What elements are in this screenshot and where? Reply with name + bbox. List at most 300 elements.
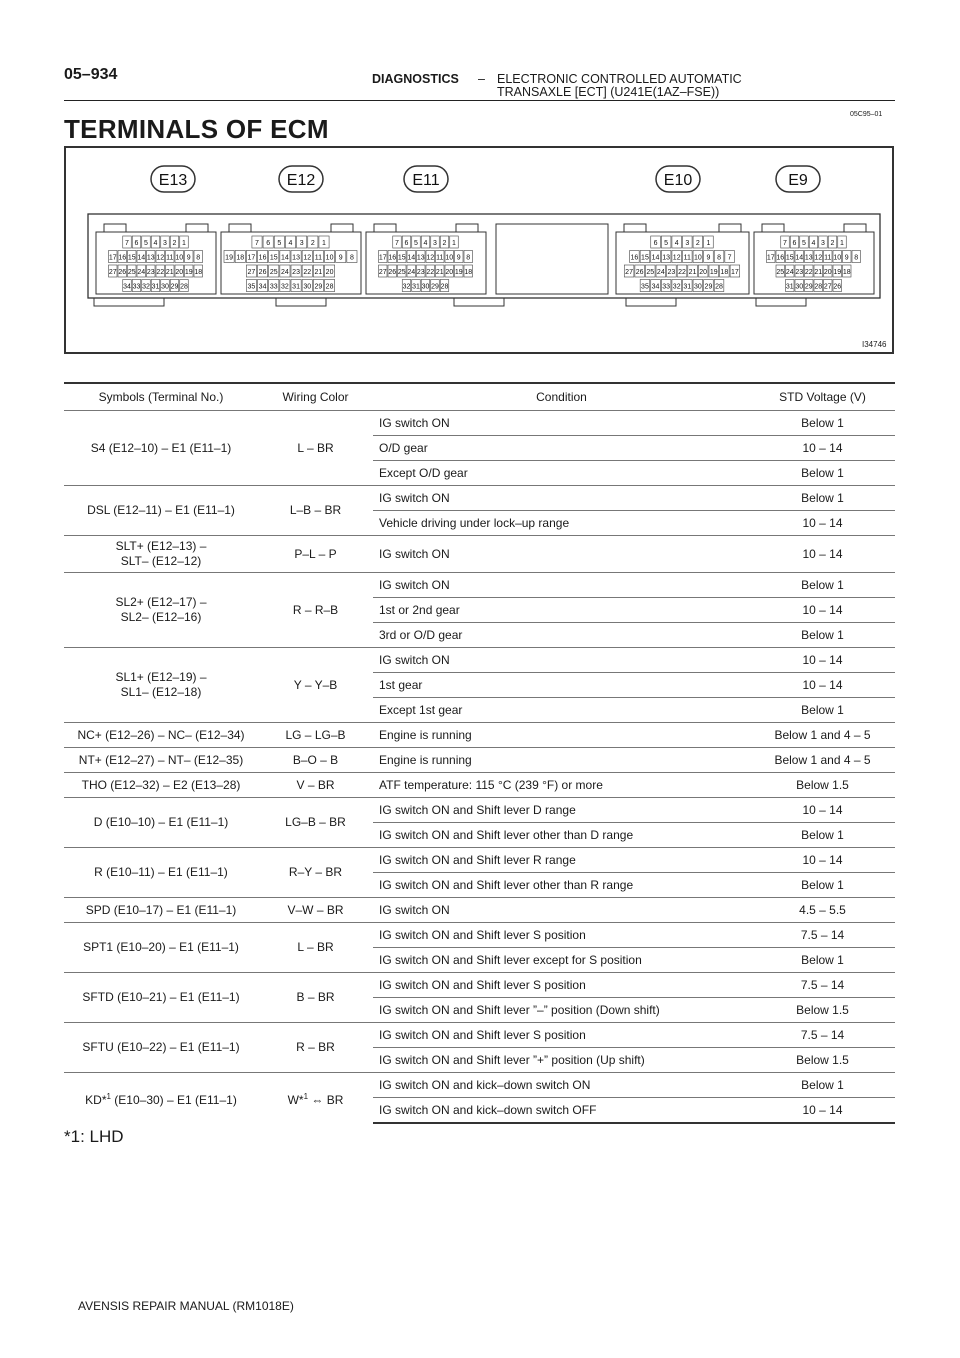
pin-number: 32 [142, 283, 150, 291]
pin-number: 4 [811, 240, 816, 247]
pin-number: 31 [292, 283, 300, 291]
pin-number: 20 [325, 269, 334, 276]
table-header-row [64, 383, 895, 411]
section-title-line2: TRANSAXLE [ECT] (U241E(1AZ–FSE)) [497, 85, 720, 99]
footer: AVENSIS REPAIR MANUAL (RM1018E) [78, 1299, 294, 1313]
pin-number: 19 [709, 269, 718, 276]
pin-number: 5 [414, 240, 418, 247]
cell-condition: ATF temperature: 115 °C (239 °F) or more [373, 773, 750, 798]
pin-number: 21 [165, 269, 174, 276]
pin-number: 11 [166, 254, 174, 262]
cell-symbol: SL1+ (E12–19) – SL1– (E12–18) [64, 648, 258, 723]
cell-condition: IG switch ON [373, 573, 750, 598]
cell-symbol: NC+ (E12–26) – NC– (E12–34) [64, 723, 258, 748]
pin-number: 31 [785, 283, 794, 291]
pin-number: 24 [785, 269, 794, 276]
pin-number: 28 [440, 283, 449, 291]
pin-number: 24 [137, 269, 146, 276]
pin-number: 7 [783, 240, 787, 247]
pin-number: 5 [802, 240, 806, 247]
cell-symbol: SPT1 (E10–20) – E1 (E11–1) [64, 923, 258, 973]
cell-std-voltage: Below 1 [750, 698, 895, 723]
cell-condition: 1st gear [373, 673, 750, 698]
pin-number: 32 [281, 283, 289, 291]
connector-latch [456, 224, 478, 232]
housing-tab [454, 298, 504, 306]
header-symbols: Symbols (Terminal No.) [64, 383, 258, 411]
cell-condition: IG switch ON and Shift lever S position [373, 923, 750, 948]
pin-number: 21 [688, 269, 697, 276]
table-row [64, 773, 895, 798]
page-title: TERMINALS OF ECM [64, 114, 329, 144]
cell-std-voltage: Below 1 [750, 411, 895, 436]
header-std-voltage: STD Voltage (V) [750, 383, 895, 411]
pin-number: 25 [646, 269, 655, 276]
pin-number: 20 [823, 269, 832, 276]
pin-number: 16 [258, 254, 267, 262]
housing-tab [276, 298, 326, 306]
connector-diagram-svg [66, 148, 892, 352]
table-row [64, 898, 895, 923]
pin-number: 17 [766, 254, 775, 262]
pin-number: 25 [269, 269, 278, 276]
pin-number: 22 [804, 269, 813, 276]
cell-condition: IG switch ON [373, 486, 750, 511]
pin-number: 23 [667, 269, 676, 276]
cell-condition: IG switch ON and Shift lever D range [373, 798, 750, 823]
pin-number: 5 [144, 240, 148, 247]
pin-number: 21 [435, 269, 444, 276]
cell-symbol: NT+ (E12–27) – NT– (E12–35) [64, 748, 258, 773]
pin-number: 29 [431, 283, 439, 291]
cell-wiring-color: L – BR [258, 411, 373, 486]
cell-wiring-color: V–W – BR [258, 898, 373, 923]
connector-label: E9 [788, 172, 808, 189]
table-row [64, 923, 895, 948]
header-condition: Condition [373, 383, 750, 411]
table-row [64, 748, 895, 773]
pin-number: 30 [795, 283, 804, 291]
cell-wiring-color: W*$^1$ ⇔ BR [258, 1073, 373, 1124]
cell-condition: IG switch ON [373, 536, 750, 573]
pin-number: 7 [727, 254, 732, 262]
pin-number: 22 [303, 269, 312, 276]
pin-number: 19 [454, 269, 463, 276]
pin-number: 30 [161, 283, 169, 291]
cell-std-voltage: Below 1 [750, 1073, 895, 1098]
pin-number: 16 [388, 254, 397, 262]
pin-number: 29 [804, 283, 813, 291]
connector-label: E11 [412, 172, 440, 189]
cell-wiring-color: B – BR [258, 973, 373, 1023]
cell-std-voltage: Below 1 and 4 – 5 [750, 748, 895, 773]
pin-number: 26 [258, 269, 267, 276]
pin-number: 31 [683, 283, 692, 291]
connector-latch [331, 224, 353, 232]
pin-number: 2 [172, 240, 177, 247]
cell-std-voltage: 10 – 14 [750, 536, 895, 573]
cell-wiring-color: P–L – P [258, 536, 373, 573]
connector-label: E12 [286, 172, 316, 189]
pin-number: 26 [388, 269, 397, 276]
housing-tab [94, 298, 164, 306]
cell-std-voltage: Below 1.5 [750, 773, 895, 798]
table-row [64, 723, 895, 748]
cell-std-voltage: 10 – 14 [750, 598, 895, 623]
cell-wiring-color: LG–B – BR [258, 798, 373, 848]
cell-std-voltage: Below 1 and 4 – 5 [750, 723, 895, 748]
cell-std-voltage: 7.5 – 14 [750, 923, 895, 948]
pin-number: 21 [314, 269, 323, 276]
cell-std-voltage: Below 1 [750, 486, 895, 511]
table-row [64, 536, 895, 573]
pin-number: 29 [170, 283, 179, 291]
pin-number: 26 [635, 269, 644, 276]
pin-number: 15 [397, 254, 406, 262]
pin-number: 25 [776, 269, 785, 276]
pin-number: 14 [137, 254, 146, 262]
cell-std-voltage: Below 1 [750, 623, 895, 648]
cell-symbol: R (E10–11) – E1 (E11–1) [64, 848, 258, 898]
pin-number: 27 [108, 269, 117, 276]
pin-number: 6 [266, 240, 271, 247]
pin-number: 9 [706, 254, 711, 262]
pin-number: 33 [132, 283, 141, 291]
pin-number: 5 [664, 240, 669, 247]
pin-number: 12 [426, 254, 435, 262]
connector-label: E13 [158, 172, 188, 189]
pin-number: 16 [118, 254, 127, 262]
pin-number: 27 [378, 269, 387, 276]
pin-number: 16 [630, 254, 639, 262]
pin-number: 17 [247, 254, 256, 262]
cell-condition: IG switch ON and Shift lever R range [373, 848, 750, 873]
pin-number: 32 [402, 283, 411, 291]
pin-number: 30 [303, 283, 312, 291]
pin-number: 22 [678, 269, 686, 276]
pin-number: 35 [247, 283, 256, 291]
pin-number: 14 [651, 254, 660, 262]
pin-number: 6 [653, 240, 658, 247]
cell-condition: IG switch ON and Shift lever ”–” position (Down shift) [373, 998, 750, 1023]
pin-number: 3 [685, 240, 690, 247]
pin-number: 18 [720, 269, 729, 276]
cell-std-voltage: 10 – 14 [750, 511, 895, 536]
footnote: *1: LHD [64, 1127, 124, 1146]
pin-number: 13 [804, 254, 813, 262]
pin-number: 1 [182, 240, 186, 247]
pin-number: 19 [184, 269, 193, 276]
pin-number: 15 [785, 254, 794, 262]
pin-number: 18 [236, 254, 245, 262]
connector-latch [719, 224, 741, 232]
cell-symbol: SFTD (E10–21) – E1 (E11–1) [64, 973, 258, 1023]
cell-symbol: SFTU (E10–22) – E1 (E11–1) [64, 1023, 258, 1073]
pin-number: 17 [108, 254, 117, 262]
pin-number: 9 [844, 254, 849, 262]
pin-number: 24 [281, 269, 289, 276]
pin-number: 1 [840, 240, 844, 247]
cell-condition: Except O/D gear [373, 461, 750, 486]
page-number: 05–934 [64, 66, 118, 83]
pin-number: 20 [445, 269, 454, 276]
pin-number: 14 [795, 254, 804, 262]
header-wiring-color: Wiring Color [258, 383, 373, 411]
pin-number: 7 [255, 240, 259, 247]
pin-number: 18 [842, 269, 851, 276]
cell-condition: Engine is running [373, 748, 750, 773]
pin-number: 29 [314, 283, 323, 291]
pin-number: 26 [833, 283, 842, 291]
pin-number: 26 [118, 269, 127, 276]
pin-number: 31 [151, 283, 160, 291]
cell-wiring-color: L–B – BR [258, 486, 373, 536]
pin-number: 20 [699, 269, 708, 276]
pin-number: 12 [303, 254, 312, 262]
pin-number: 10 [833, 254, 842, 262]
pin-number: 11 [824, 254, 832, 262]
blank-connector [496, 224, 608, 294]
pin-number: 24 [656, 269, 665, 276]
pin-number: 22 [426, 269, 435, 276]
pin-number: 16 [776, 254, 785, 262]
table-row [64, 848, 895, 873]
pin-number: 29 [704, 283, 713, 291]
doc-code: 05C95–01 [850, 111, 883, 118]
cell-condition: IG switch ON [373, 898, 750, 923]
pin-number: 1 [452, 240, 456, 247]
cell-wiring-color: B–O – B [258, 748, 373, 773]
pin-number: 13 [416, 254, 425, 262]
pin-number: 23 [292, 269, 300, 276]
connector-latch [762, 224, 784, 232]
pin-number: 17 [378, 254, 387, 262]
pin-number: 18 [194, 269, 203, 276]
pin-number: 11 [436, 254, 444, 262]
pin-number: 27 [823, 283, 832, 291]
table-row [64, 648, 895, 673]
pin-number: 2 [310, 240, 315, 247]
pin-number: 10 [693, 254, 702, 262]
header-rule [64, 100, 895, 101]
pin-number: 21 [814, 269, 823, 276]
pin-number: 7 [395, 240, 399, 247]
housing-tab [626, 298, 676, 306]
cell-condition: IG switch ON and Shift lever S position [373, 973, 750, 998]
pin-number: 34 [123, 283, 131, 291]
connector-latch [229, 224, 251, 232]
pin-number: 4 [153, 240, 158, 247]
pin-number: 12 [672, 254, 681, 262]
cell-std-voltage: 4.5 – 5.5 [750, 898, 895, 923]
pin-number: 6 [134, 240, 139, 247]
cell-condition: Vehicle driving under lock–up range [373, 511, 750, 536]
pin-number: 2 [695, 240, 700, 247]
pin-number: 23 [795, 269, 804, 276]
figure-id: I34746 [862, 340, 887, 349]
cell-std-voltage: Below 1 [750, 948, 895, 973]
pin-number: 10 [175, 254, 184, 262]
pin-number: 34 [258, 283, 267, 291]
cell-std-voltage: Below 1 [750, 823, 895, 848]
pin-number: 4 [288, 240, 293, 247]
pin-number: 12 [814, 254, 823, 262]
cell-std-voltage: Below 1 [750, 873, 895, 898]
table-row [64, 486, 895, 511]
cell-std-voltage: 7.5 – 14 [750, 973, 895, 998]
pin-number: 3 [821, 240, 825, 247]
connector-latch [186, 224, 208, 232]
cell-condition: IG switch ON and Shift lever ”+” position (Up shift) [373, 1048, 750, 1073]
pin-number: 35 [641, 283, 649, 291]
cell-wiring-color: R – BR [258, 1023, 373, 1073]
pin-number: 3 [163, 240, 167, 247]
pin-number: 17 [731, 269, 739, 276]
pin-number: 28 [715, 283, 723, 291]
housing-tab [756, 298, 806, 306]
connector-latch [104, 224, 126, 232]
pin-number: 23 [416, 269, 425, 276]
cell-symbol: D (E10–10) – E1 (E11–1) [64, 798, 258, 848]
pin-number: 14 [281, 254, 289, 262]
pin-number: 7 [125, 240, 129, 247]
pin-number: 30 [421, 283, 430, 291]
cell-wiring-color: V – BR [258, 773, 373, 798]
pin-number: 9 [456, 254, 461, 262]
pin-number: 13 [662, 254, 671, 262]
pin-number: 5 [277, 240, 282, 247]
pin-number: 3 [299, 240, 304, 247]
cell-std-voltage: 10 – 14 [750, 648, 895, 673]
pin-number: 31 [412, 283, 420, 291]
pin-number: 12 [156, 254, 165, 262]
cell-condition: Engine is running [373, 723, 750, 748]
pin-number: 25 [397, 269, 406, 276]
pin-number: 2 [442, 240, 447, 247]
pin-number: 28 [325, 283, 334, 291]
section-dash: – [478, 72, 485, 86]
pin-number: 9 [338, 254, 343, 262]
cell-symbol: SL2+ (E12–17) – SL2– (E12–16) [64, 573, 258, 648]
cell-condition: IG switch ON [373, 648, 750, 673]
cell-condition: 1st or 2nd gear [373, 598, 750, 623]
pin-number: 11 [314, 254, 323, 262]
cell-condition: IG switch ON and Shift lever other than R range [373, 873, 750, 898]
cell-std-voltage: 10 – 14 [750, 1098, 895, 1124]
pin-number: 6 [792, 240, 797, 247]
table-row [64, 573, 895, 598]
cell-condition: Except 1st gear [373, 698, 750, 723]
pin-number: 9 [186, 254, 191, 262]
table-row [64, 1023, 895, 1048]
pin-number: 4 [423, 240, 428, 247]
terminal-table [64, 382, 895, 1124]
cell-wiring-color: Y – Y–B [258, 648, 373, 723]
pin-number: 32 [672, 283, 681, 291]
cell-std-voltage: Below 1 [750, 573, 895, 598]
cell-symbol: SLT+ (E12–13) – SLT– (E12–12) [64, 536, 258, 573]
pin-number: 15 [269, 254, 278, 262]
cell-condition: IG switch ON and Shift lever except for S position [373, 948, 750, 973]
pin-number: 20 [175, 269, 184, 276]
cell-wiring-color: LG – LG–B [258, 723, 373, 748]
cell-std-voltage: Below 1.5 [750, 1048, 895, 1073]
pin-number: 13 [146, 254, 155, 262]
pin-number: 1 [706, 240, 711, 247]
cell-condition: O/D gear [373, 436, 750, 461]
pin-number: 8 [196, 254, 201, 262]
connector-latch [374, 224, 396, 232]
pin-number: 27 [247, 269, 256, 276]
cell-std-voltage: Below 1.5 [750, 998, 895, 1023]
pin-number: 28 [814, 283, 823, 291]
pin-number: 2 [830, 240, 835, 247]
cell-condition: IG switch ON and kick–down switch OFF [373, 1098, 750, 1124]
cell-symbol: KD*$^1$ (E10–30) – E1 (E11–1) [64, 1073, 258, 1124]
table-row [64, 1073, 895, 1098]
pin-number: 18 [464, 269, 473, 276]
pin-number: 10 [325, 254, 334, 262]
cell-symbol: DSL (E12–11) – E1 (E11–1) [64, 486, 258, 536]
pin-number: 4 [674, 240, 679, 247]
cell-std-voltage: 10 – 14 [750, 673, 895, 698]
cell-std-voltage: 7.5 – 14 [750, 1023, 895, 1048]
pin-number: 3 [433, 240, 437, 247]
pin-number: 11 [683, 254, 691, 262]
cell-std-voltage: 10 – 14 [750, 436, 895, 461]
cell-std-voltage: Below 1 [750, 461, 895, 486]
table-row [64, 973, 895, 998]
cell-condition: IG switch ON [373, 411, 750, 436]
pin-number: 13 [292, 254, 300, 262]
pin-number: 23 [146, 269, 155, 276]
pin-number: 10 [445, 254, 454, 262]
pin-number: 25 [127, 269, 136, 276]
table-row [64, 798, 895, 823]
connector-latch [844, 224, 866, 232]
pin-number: 19 [833, 269, 842, 276]
pin-number: 34 [651, 283, 660, 291]
connector-latch [624, 224, 646, 232]
pin-number: 8 [466, 254, 471, 262]
section-title-line1: ELECTRONIC CONTROLLED AUTOMATIC [497, 72, 742, 86]
pin-number: 15 [127, 254, 136, 262]
pin-number: 8 [349, 254, 354, 262]
cell-symbol: S4 (E12–10) – E1 (E11–1) [64, 411, 258, 486]
cell-symbol: SPD (E10–17) – E1 (E11–1) [64, 898, 258, 923]
pin-number: 33 [269, 283, 278, 291]
cell-condition: IG switch ON and kick–down switch ON [373, 1073, 750, 1098]
cell-condition: IG switch ON and Shift lever other than D range [373, 823, 750, 848]
cell-wiring-color: R–Y – BR [258, 848, 373, 898]
connector-diagram [64, 146, 894, 354]
pin-number: 15 [641, 254, 649, 262]
pin-number: 6 [404, 240, 409, 247]
connector-label: E10 [663, 172, 693, 189]
pin-number: 19 [225, 254, 233, 262]
section-label: DIAGNOSTICS [372, 72, 459, 86]
cell-std-voltage: 10 – 14 [750, 848, 895, 873]
cell-condition: 3rd or O/D gear [373, 623, 750, 648]
cell-wiring-color: R – R–B [258, 573, 373, 648]
cell-std-voltage: 10 – 14 [750, 798, 895, 823]
pin-number: 1 [322, 240, 326, 247]
pin-number: 14 [407, 254, 416, 262]
pin-number: 30 [693, 283, 702, 291]
cell-symbol: THO (E12–32) – E2 (E13–28) [64, 773, 258, 798]
table-row [64, 411, 895, 436]
cell-condition: IG switch ON and Shift lever S position [373, 1023, 750, 1048]
